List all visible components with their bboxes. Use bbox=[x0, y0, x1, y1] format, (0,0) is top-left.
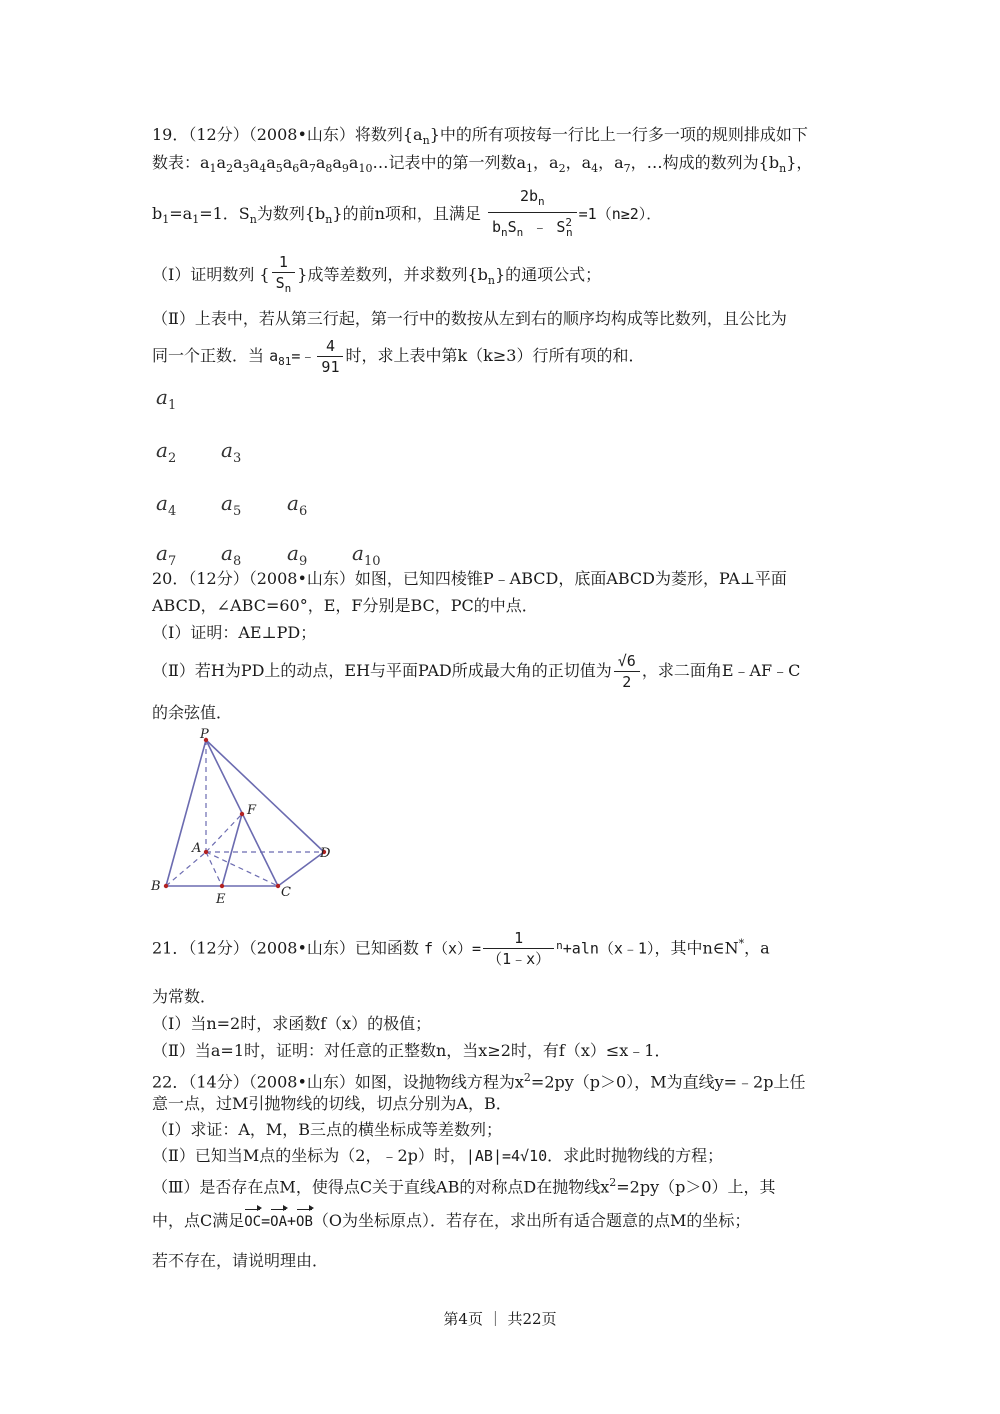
pyramid-figure bbox=[148, 728, 348, 908]
q20-line2: ABCD，∠ABC=60°，E，F分别是BC，PC的中点． bbox=[152, 596, 538, 615]
q19-part2-line1: （Ⅱ）上表中，若从第三行起，第一行中的数按从左到右的顺序均构成等比数列，且公比为 bbox=[152, 309, 787, 328]
q20-fraction: $\frac{√6}{2}$ bbox=[614, 651, 640, 692]
q21-line1: 21．（12分）（2008•山东）已知函数 f（x）= $\frac{1}{(1﹣x)}$ $^n$+aln（x﹣1），其中n∈N*，a bbox=[152, 929, 770, 969]
table-a10: $a_{10}$ bbox=[352, 541, 381, 569]
q19-part2-line2: 同一个正数．当 $a_{81}=﹣$ $\frac{4}{91}$ 时，求上表中第k（k≥3）行所有项的和． bbox=[152, 337, 645, 376]
label-p: P bbox=[200, 728, 209, 742]
edge-cd bbox=[278, 852, 324, 886]
q21-fraction: $\frac{1}{(1﹣x)}$ bbox=[483, 928, 554, 969]
q21-line2: 为常数． bbox=[152, 987, 217, 1006]
q19-line2: 数表：$a_1a_2a_3a_4a_5a_6a_7a_8a_9a_{10}\dots$记表中的第一列数$a_1$，$a_2$，$a_4$，$a_7$，…构成的数列为$\{b_n\}$， bbox=[152, 153, 813, 176]
q22-line2: 意一点，过M引抛物线的切线，切点分别为A，B． bbox=[152, 1094, 512, 1113]
label-a: A bbox=[192, 841, 202, 856]
q19-line3: $b_1=a_1=1$．$S_n$为数列$\{b_n\}$的前n项和，且满足 $\frac{2b_n}{b_nS_n ﹣ S^2_n}$ =1（n≥2）． bbox=[152, 184, 661, 244]
q22-part2: （Ⅱ）已知当M点的坐标为（2，﹣2p）时，|AB|=4√10．求此时抛物线的方程； bbox=[152, 1146, 724, 1165]
q21-part2: （Ⅱ）当a=1时，证明：对任意的正整数n，当x≥2时，有f（x）≤x﹣1． bbox=[152, 1041, 671, 1060]
edge-ae bbox=[206, 852, 222, 886]
q22-part3-line3: 若不存在，请说明理由． bbox=[152, 1251, 329, 1270]
table-a2: $a_2$ bbox=[156, 438, 177, 466]
table-a1: $a_1$ bbox=[156, 385, 177, 413]
table-a8: $a_8$ bbox=[221, 541, 242, 569]
page-footer: 第4页 ｜ 共22页 bbox=[443, 1310, 557, 1328]
q20-part2-line1: （Ⅱ）若H为PD上的动点，EH与平面PAD所成最大角的正切值为 $\frac{√6}{2}$ ，求二面角E﹣AF﹣C bbox=[152, 652, 801, 691]
q19-p2-fraction: $\frac{4}{91}$ bbox=[317, 336, 343, 377]
q19-p1-fraction: $\frac{1}{S_n}$ bbox=[272, 252, 296, 299]
table-a4: $a_4$ bbox=[156, 491, 177, 519]
q20-part1: （Ⅰ）证明：AE⊥PD； bbox=[152, 623, 317, 642]
edge-ba bbox=[166, 852, 206, 886]
table-a6: $a_6$ bbox=[287, 491, 308, 519]
vector-ob: OB bbox=[296, 1211, 313, 1233]
q19-fraction: $\frac{2b_n}{b_nS_n ﹣ S^2_n}$ bbox=[488, 186, 577, 243]
edge-pd bbox=[206, 740, 324, 852]
table-a7: $a_7$ bbox=[156, 541, 177, 569]
label-c: C bbox=[281, 885, 291, 900]
table-a9: $a_9$ bbox=[287, 541, 308, 569]
vector-oa: OA bbox=[270, 1211, 287, 1233]
q22-part3-line1: （Ⅲ）是否存在点M，使得点C关于直线AB的对称点D在抛物线$x^2=2py(p>0)$上，其 bbox=[152, 1176, 776, 1197]
q21-part1: （Ⅰ）当n=2时，求函数f（x）的极值； bbox=[152, 1014, 432, 1033]
vector-oc: OC bbox=[244, 1211, 261, 1233]
q19-part1: （Ⅰ）证明数列 { $\frac{1}{S_n}$ }成等差数列，并求数列$\{b_n\}$的通项公式； bbox=[152, 252, 601, 296]
label-d: D bbox=[320, 846, 331, 861]
q22-line1: 22．（14分）（2008•山东）如图，设抛物线方程为$x^2=2py(p>0)$，M为直线y=﹣2p上任 bbox=[152, 1071, 806, 1092]
q20-line1: 20．（12分）（2008•山东）如图，已知四棱锥P﹣ABCD，底面ABCD为菱形，PA⊥平面 bbox=[152, 569, 787, 588]
label-f: F bbox=[247, 803, 257, 818]
label-b: B bbox=[151, 879, 161, 894]
q22-part3-line2: 中，点C满足OC=OA+OB（O为坐标原点）．若存在，求出所有适合题意的点M的坐标； bbox=[152, 1210, 750, 1233]
table-a3: $a_3$ bbox=[221, 438, 242, 466]
edge-pb bbox=[166, 740, 206, 886]
label-e: E bbox=[216, 892, 226, 907]
table-a5: $a_5$ bbox=[221, 491, 242, 519]
q22-part1: （Ⅰ）求证：A，M，B三点的横坐标成等差数列； bbox=[152, 1120, 503, 1139]
q20-part2-line2: 的余弦值． bbox=[152, 703, 233, 722]
edge-ac bbox=[206, 852, 278, 886]
q19-line1: 19．（12分）（2008•山东）将数列$\{a_n\}$中的所有项按每一行比上一行多一项的规则排成如下 bbox=[152, 125, 808, 148]
